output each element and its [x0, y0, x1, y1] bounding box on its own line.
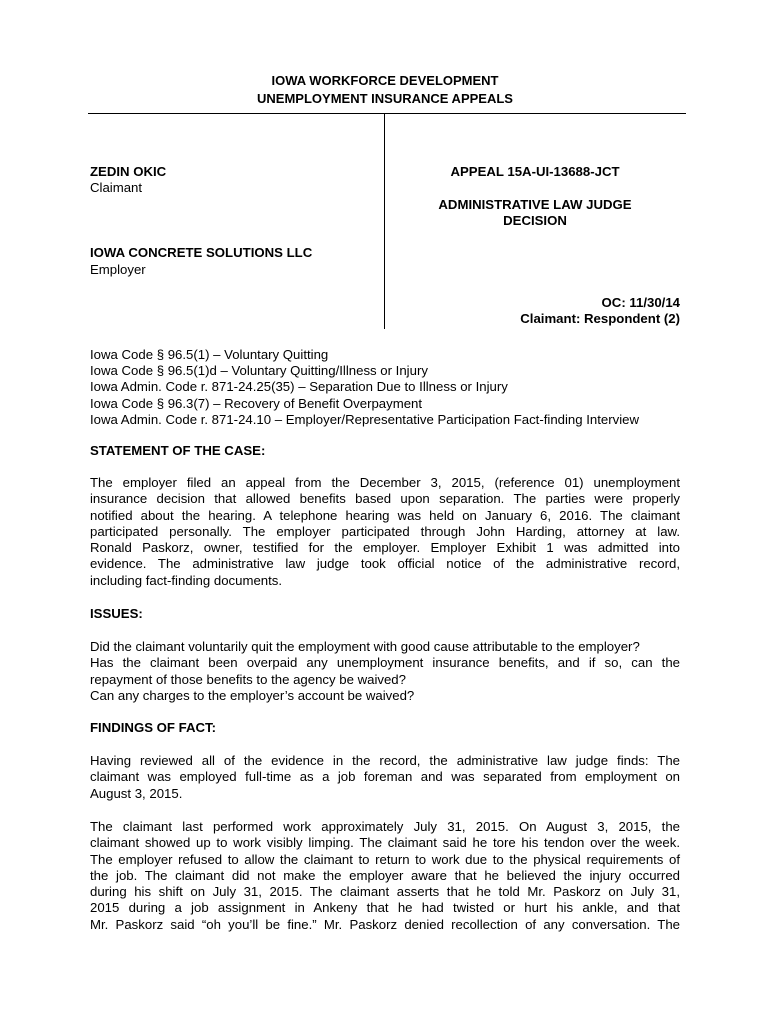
caption-horizontal-rule — [88, 113, 686, 114]
text-line: Ronald Paskorz, owner, testified for the employer. Employer Exhibit 1 was admitted into — [90, 540, 680, 556]
employer-role: Employer — [90, 262, 146, 277]
text-line: 2015 during a job assignment in Ankeny that he had twisted or hurt his ankle, and that — [90, 900, 680, 916]
text-line: participated personally. The employer participated through John Harding, attorney at law. — [90, 523, 680, 539]
text-line: Having reviewed all of the evidence in the record, the administrative law judge finds: The — [90, 753, 680, 768]
text-line: notified about the hearing. A telephone hearing was held on January 6, 2016. The claimant — [90, 507, 680, 523]
text-line: Mr. Paskorz said “oh you’ll be fine.” Mr. Paskorz denied recollection of any conversation. The — [90, 916, 680, 932]
decision-title-line2: DECISION — [503, 213, 567, 228]
citations-list — [90, 347, 680, 428]
text-line: Can any charges to the employer’s account be waived? — [90, 687, 415, 703]
decision-title-line1: ADMINISTRATIVE LAW JUDGE — [438, 197, 632, 212]
employer-name: IOWA CONCRETE SOLUTIONS LLC — [90, 245, 313, 260]
text-line: the job. The claimant did not make the employer aware that he believed the injury occurred — [90, 867, 680, 883]
statement-paragraph — [90, 475, 680, 589]
text-line: insurance decision that allowed benefits based upon separation. The parties were properly — [90, 491, 680, 507]
text-line: Did the claimant voluntarily quit the employment with good cause attributable to the employer? — [90, 639, 640, 654]
caption-vertical-rule — [384, 113, 385, 329]
findings-heading: FINDINGS OF FACT: — [90, 720, 217, 735]
agency-name: IOWA WORKFORCE DEVELOPMENT — [271, 73, 499, 88]
text-line: during his shift on July 31, 2015. The claimant asserts that he told Mr. Paskorz on July 31, — [90, 884, 680, 900]
citation-line: Iowa Code § 96.5(1)d – Voluntary Quitting/Illness or Injury — [90, 363, 428, 379]
appeal-number: APPEAL 15A-UI-13688-JCT — [450, 164, 620, 179]
text-line: including fact-finding documents. — [90, 572, 283, 588]
text-line: Has the claimant been overpaid any unemployment insurance benefits, and if so, can the — [90, 655, 680, 671]
oc-date: OC: 11/30/14 — [601, 295, 680, 310]
claimant-role: Claimant — [90, 180, 143, 195]
findings-paragraph-1 — [90, 753, 680, 802]
claimant-name: ZEDIN OKIC — [90, 164, 167, 179]
text-line: repayment of those benefits to the agency be waived? — [90, 671, 406, 687]
statement-heading: STATEMENT OF THE CASE: — [90, 443, 266, 458]
text-line: claimant was employed full-time as a job foreman and was separated from employment on — [90, 769, 680, 785]
claimant-status: Claimant: Respondent (2) — [520, 311, 680, 326]
citation-line: Iowa Code § 96.3(7) – Recovery of Benefit Overpayment — [90, 395, 423, 411]
issues-paragraph — [90, 639, 680, 704]
agency-division: UNEMPLOYMENT INSURANCE APPEALS — [257, 91, 513, 106]
text-line: The employer refused to allow the claimant to return to work due to the physical requirements of — [90, 851, 680, 867]
text-line: The employer filed an appeal from the December 3, 2015, (reference 01) unemployment — [90, 475, 680, 490]
text-line: claimant showed up to work visibly limping. The claimant said he tore his tendon over the week. — [90, 835, 680, 851]
citation-line: Iowa Code § 96.5(1) – Voluntary Quitting — [90, 347, 329, 362]
issues-heading: ISSUES: — [90, 606, 143, 621]
citation-line: Iowa Admin. Code r. 871-24.10 – Employer/Representative Participation Fact-finding Interview — [90, 411, 640, 427]
findings-paragraph-2 — [90, 819, 680, 933]
citation-line: Iowa Admin. Code r. 871-24.25(35) – Separation Due to Illness or Injury — [90, 379, 508, 395]
text-line: August 3, 2015. — [90, 785, 183, 801]
text-line: The claimant last performed work approximately July 31, 2015. On August 3, 2015, the — [90, 819, 680, 834]
text-line: evidence. The administrative law judge took official notice of the administrative record, — [90, 556, 680, 572]
